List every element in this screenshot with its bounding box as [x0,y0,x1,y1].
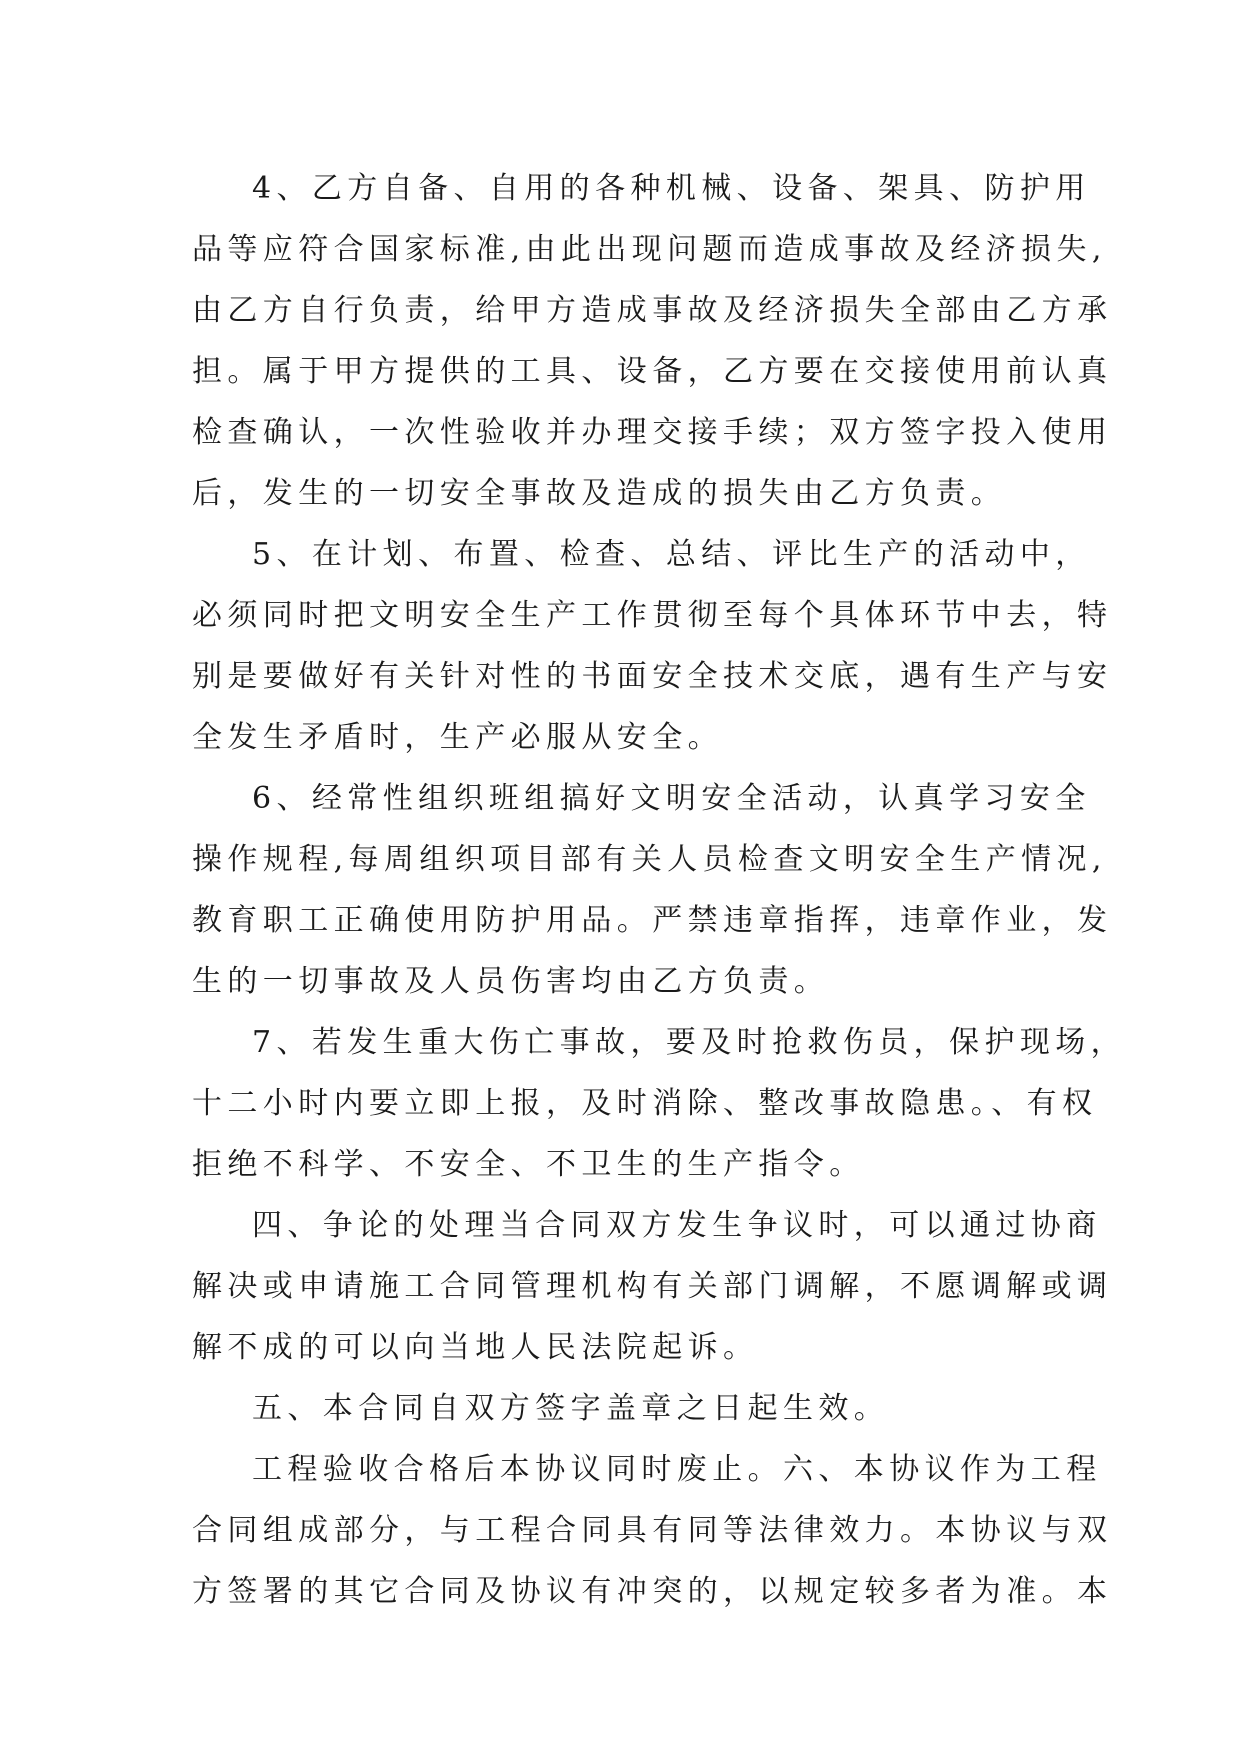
text-line: 7、若发生重大伤亡事故，要及时抢救伤员，保护现场， [252,1025,1127,1060]
text-line: 生的一切事故及人员伤害均由乙方负责。 [192,964,830,999]
text-line: 别是要做好有关针对性的书面安全技术交底，遇有生产与安 [192,659,1113,694]
text-line: 教育职工正确使用防护用品。严禁违章指挥，违章作业，发 [192,903,1113,938]
text-line: 5、在计划、布置、检查、总结、评比生产的活动中， [252,537,1091,572]
text-line: 检查确认，一次性验收并办理交接手续；双方签字投入使用 [192,415,1113,450]
text-line: 方签署的其它合同及协议有冲突的，以规定较多者为准。本 [192,1574,1113,1609]
text-line: 解决或申请施工合同管理机构有关部门调解，不愿调解或调 [192,1269,1113,1304]
text-line: 4、乙方自备、自用的各种机械、设备、架具、防护用 [252,171,1091,206]
text-line: 后，发生的一切安全事故及造成的损失由乙方负责。 [192,476,1007,511]
text-line: 品等应符合国家标准,由此出现问题而造成事故及经济损失, [192,232,1107,267]
text-line: 四、争论的处理当合同双方发生争议时，可以通过协商 [252,1208,1102,1243]
text-line: 五、本合同自双方签字盖章之日起生效。 [252,1391,890,1426]
text-line: 十二小时内要立即上报，及时消除、整改事故隐患。、有权 [192,1086,1098,1121]
text-line: 由乙方自行负责，给甲方造成事故及经济损失全部由乙方承 [192,293,1113,328]
text-line: 必须同时把文明安全生产工作贯彻至每个具体环节中去，特 [192,598,1113,633]
text-line: 合同组成部分，与工程合同具有同等法律效力。本协议与双 [192,1513,1113,1548]
text-line: 操作规程,每周组织项目部有关人员检查文明安全生产情况, [192,842,1107,877]
text-line: 工程验收合格后本协议同时废止。六、本协议作为工程 [252,1452,1102,1487]
text-line: 解不成的可以向当地人民法院起诉。 [192,1330,759,1365]
text-line: 拒绝不科学、不安全、不卫生的生产指令。 [192,1147,865,1182]
text-line: 6、经常性组织班组搞好文明安全活动，认真学习安全 [252,781,1091,816]
document-body [192,158,1127,1622]
text-line: 担。属于甲方提供的工具、设备，乙方要在交接使用前认真 [192,354,1113,389]
text-line: 全发生矛盾时，生产必服从安全。 [192,720,723,755]
